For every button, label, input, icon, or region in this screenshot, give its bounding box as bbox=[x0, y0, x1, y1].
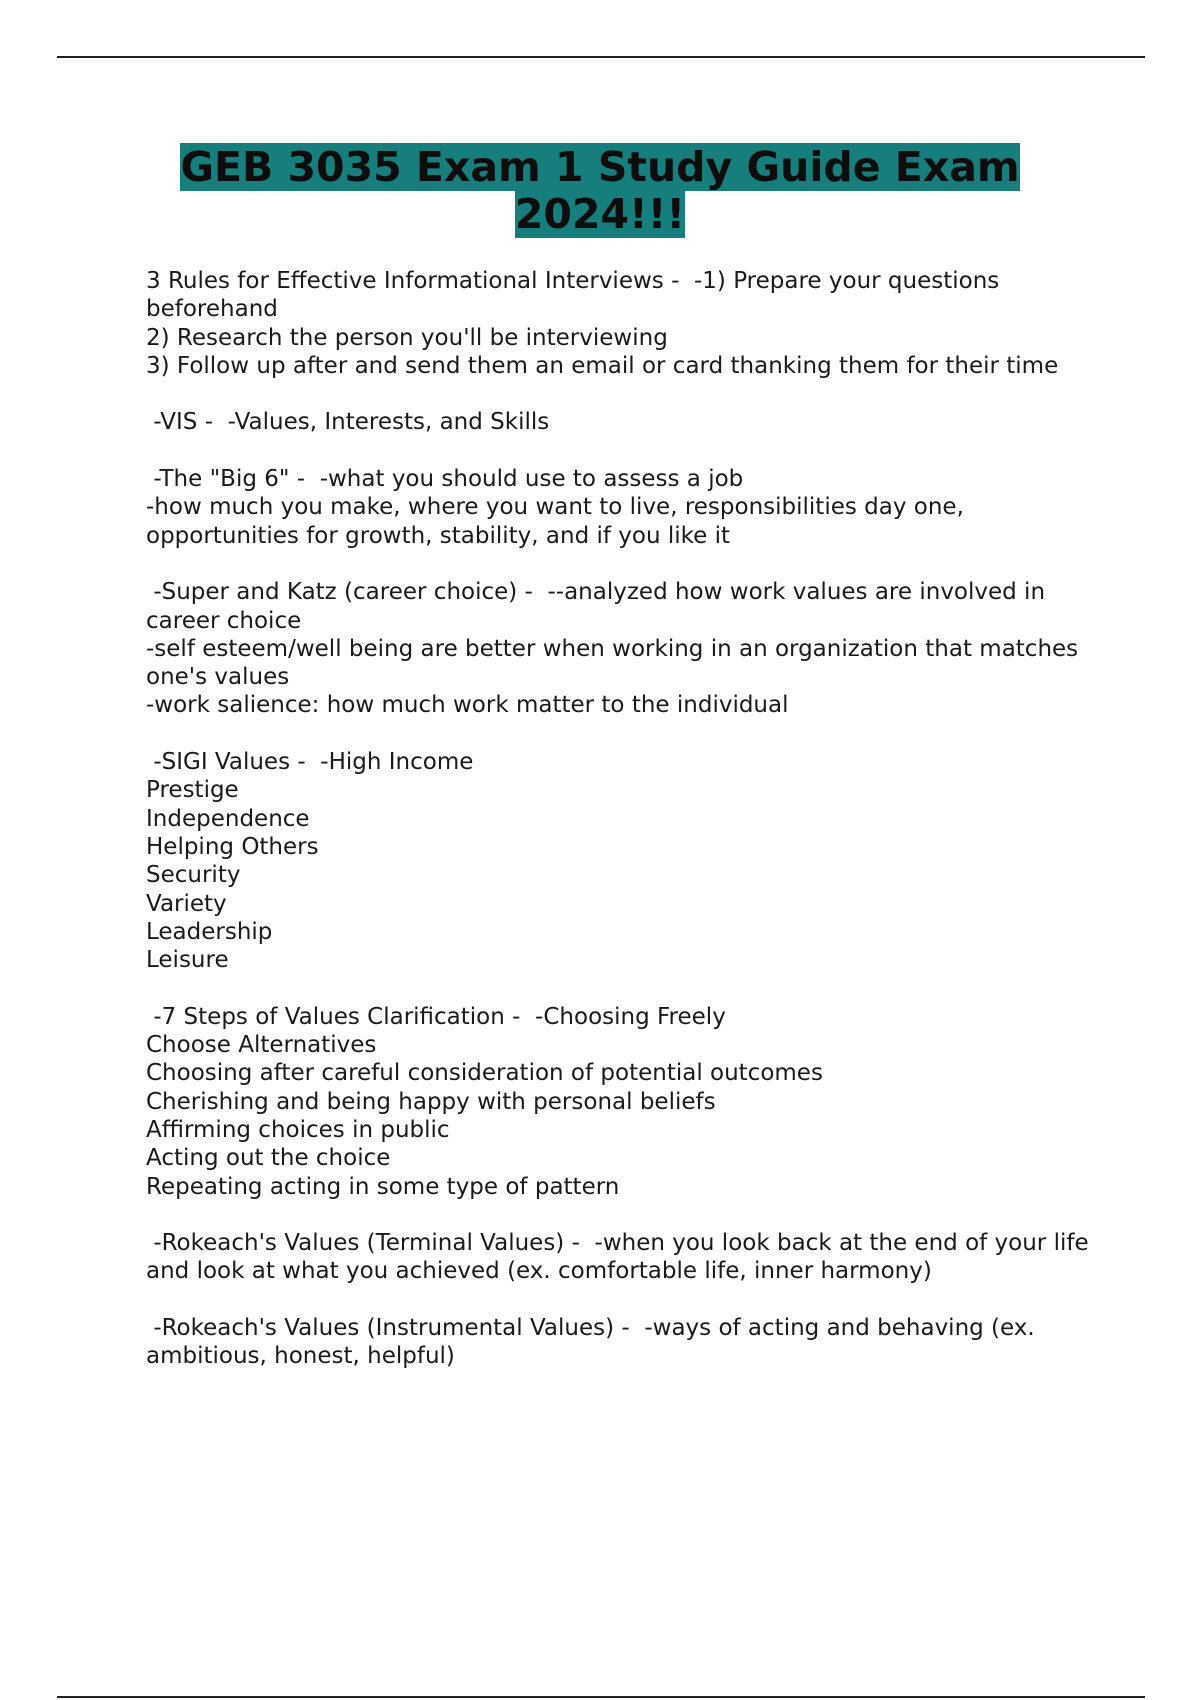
entry-line: Choosing after careful consideration of potential outcomes bbox=[146, 1060, 823, 1087]
entry-line: -work salience: how much work matter to the individual bbox=[146, 692, 789, 719]
top-divider bbox=[57, 56, 1145, 58]
entry-line: 3) Follow up after and send them an email or card thanking them for their time bbox=[146, 352, 1059, 379]
entry-term: -7 Steps of Values Clarification - bbox=[146, 1003, 528, 1030]
entry-line: -what you should use to assess a job bbox=[312, 466, 744, 493]
entry-line: Cherishing and being happy with personal beliefs bbox=[146, 1088, 716, 1115]
document-title: GEB 3035 Exam 1 Study Guide Exam 2024!!! bbox=[180, 143, 1020, 238]
entry-line: Helping Others bbox=[146, 833, 319, 860]
entry-line: Acting out the choice bbox=[146, 1145, 391, 1172]
entry-line: Affirming choices in public bbox=[146, 1116, 450, 1143]
entry-line: Security bbox=[146, 862, 241, 889]
entry-super-and-katz bbox=[146, 578, 1096, 719]
entry-term: -Super and Katz (career choice) - bbox=[146, 579, 541, 606]
entry-line: -Choosing Freely bbox=[527, 1003, 726, 1030]
entry-term: -The "Big 6" - bbox=[146, 466, 313, 493]
entry-line: -ways of acting and behaving (ex. ambitious, honest, helpful) bbox=[146, 1314, 1043, 1370]
entry-line: -self esteem/well being are better when working in an organization that matches one's values bbox=[146, 635, 1086, 691]
entry-rokeach-terminal bbox=[146, 1229, 1096, 1286]
entry-line: Leisure bbox=[146, 947, 229, 974]
entry-line: Variety bbox=[146, 890, 227, 917]
entry-term: -Rokeach's Values (Terminal Values) - bbox=[146, 1230, 588, 1257]
entry-term: -SIGI Values - bbox=[146, 749, 313, 776]
entry-values-clarification bbox=[146, 1003, 1096, 1201]
entry-vis bbox=[146, 408, 1096, 436]
entry-line: Independence bbox=[146, 805, 310, 832]
title-block bbox=[0, 144, 1200, 238]
entry-line: Leadership bbox=[146, 918, 273, 945]
entry-line: -how much you make, where you want to live, responsibilities day one, opportunities for growth, stability, and if you like it bbox=[146, 494, 972, 549]
entry-line: Repeating acting in some type of pattern bbox=[146, 1173, 620, 1200]
entry-line: 2) Research the person you'll be interviewing bbox=[146, 324, 668, 351]
entry-line: -Values, Interests, and Skills bbox=[220, 409, 550, 436]
entry-big-6 bbox=[146, 465, 1096, 550]
entry-sigi-values bbox=[146, 748, 1096, 974]
entry-line: Choose Alternatives bbox=[146, 1032, 377, 1059]
entry-line: -when you look back at the end of your life and look at what you achieved (ex. comfortable life, inner harmony) bbox=[146, 1230, 1096, 1285]
entry-line: -High Income bbox=[312, 749, 474, 776]
entry-line: -1) Prepare your questions beforehand bbox=[146, 268, 1007, 323]
entry-term: -Rokeach's Values (Instrumental Values) - bbox=[146, 1314, 638, 1341]
entry-term: -VIS - bbox=[146, 409, 221, 436]
entry-rokeach-instrumental bbox=[146, 1314, 1096, 1371]
entry-term: 3 Rules for Effective Informational Interviews - bbox=[146, 268, 687, 294]
entry-informational-interviews bbox=[146, 267, 1096, 380]
bottom-divider bbox=[57, 1696, 1145, 1698]
entry-line: --analyzed how work values are involved in career choice bbox=[146, 579, 1053, 634]
entry-line: Prestige bbox=[146, 777, 239, 804]
study-guide-content bbox=[146, 267, 1096, 1399]
